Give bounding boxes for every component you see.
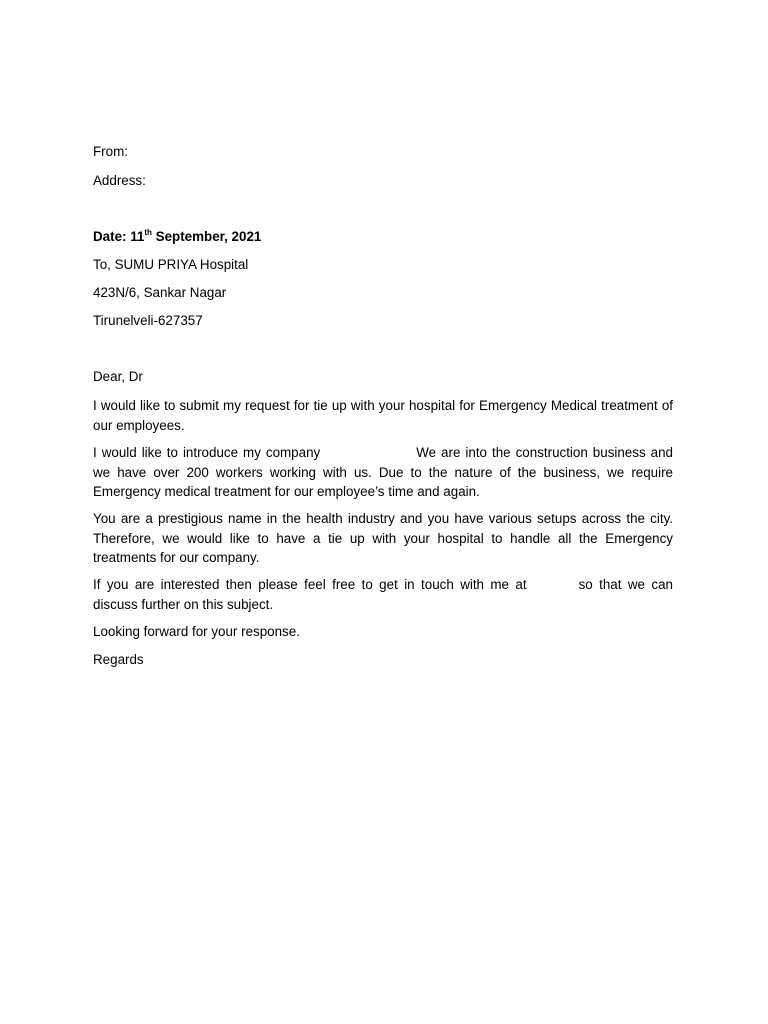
paragraph-introduction-start: I would like to introduce my company — [93, 445, 321, 460]
date-ordinal-suffix: th — [144, 228, 152, 237]
paragraph-contact-rest: so that we can discuss further on this subject. — [93, 577, 673, 612]
from-label: From: — [93, 144, 128, 159]
salutation: Dear, Dr — [93, 369, 143, 384]
date-rest: September, 2021 — [151, 229, 262, 244]
paragraph-request: I would like to submit my request for tie up with your hospital for Emergency Medical treatment of our employees. — [93, 398, 673, 433]
paragraph-reputation: You are a prestigious name in the health industry and you have various setups across the city. Therefore, we would like to have a tie up with your hospital to handle all the Emergency treatments for our company. — [93, 511, 673, 565]
recipient-line-2: 423N/6, Sankar Nagar — [93, 285, 227, 300]
date-prefix: Date: 11 — [93, 229, 145, 244]
recipient-line-1: To, SUMU PRIYA Hospital — [93, 257, 249, 272]
recipient-line-3: Tirunelveli-627357 — [93, 313, 203, 328]
closing-regards: Regards — [93, 652, 144, 667]
paragraph-introduction — [93, 443, 673, 502]
paragraph-introduction-rest: We are into the construction business and we have over 200 workers working with us. Due to the nature of the business, we require Emergency medical treatment for our employee’s time and again. — [93, 445, 673, 499]
paragraph-contact — [93, 575, 673, 614]
paragraph-looking-forward: Looking forward for your response. — [93, 624, 300, 639]
address-label: Address: — [93, 173, 146, 188]
paragraph-contact-start: If you are interested then please feel free to get in touch with me at — [93, 577, 527, 592]
letter-date — [93, 229, 261, 245]
